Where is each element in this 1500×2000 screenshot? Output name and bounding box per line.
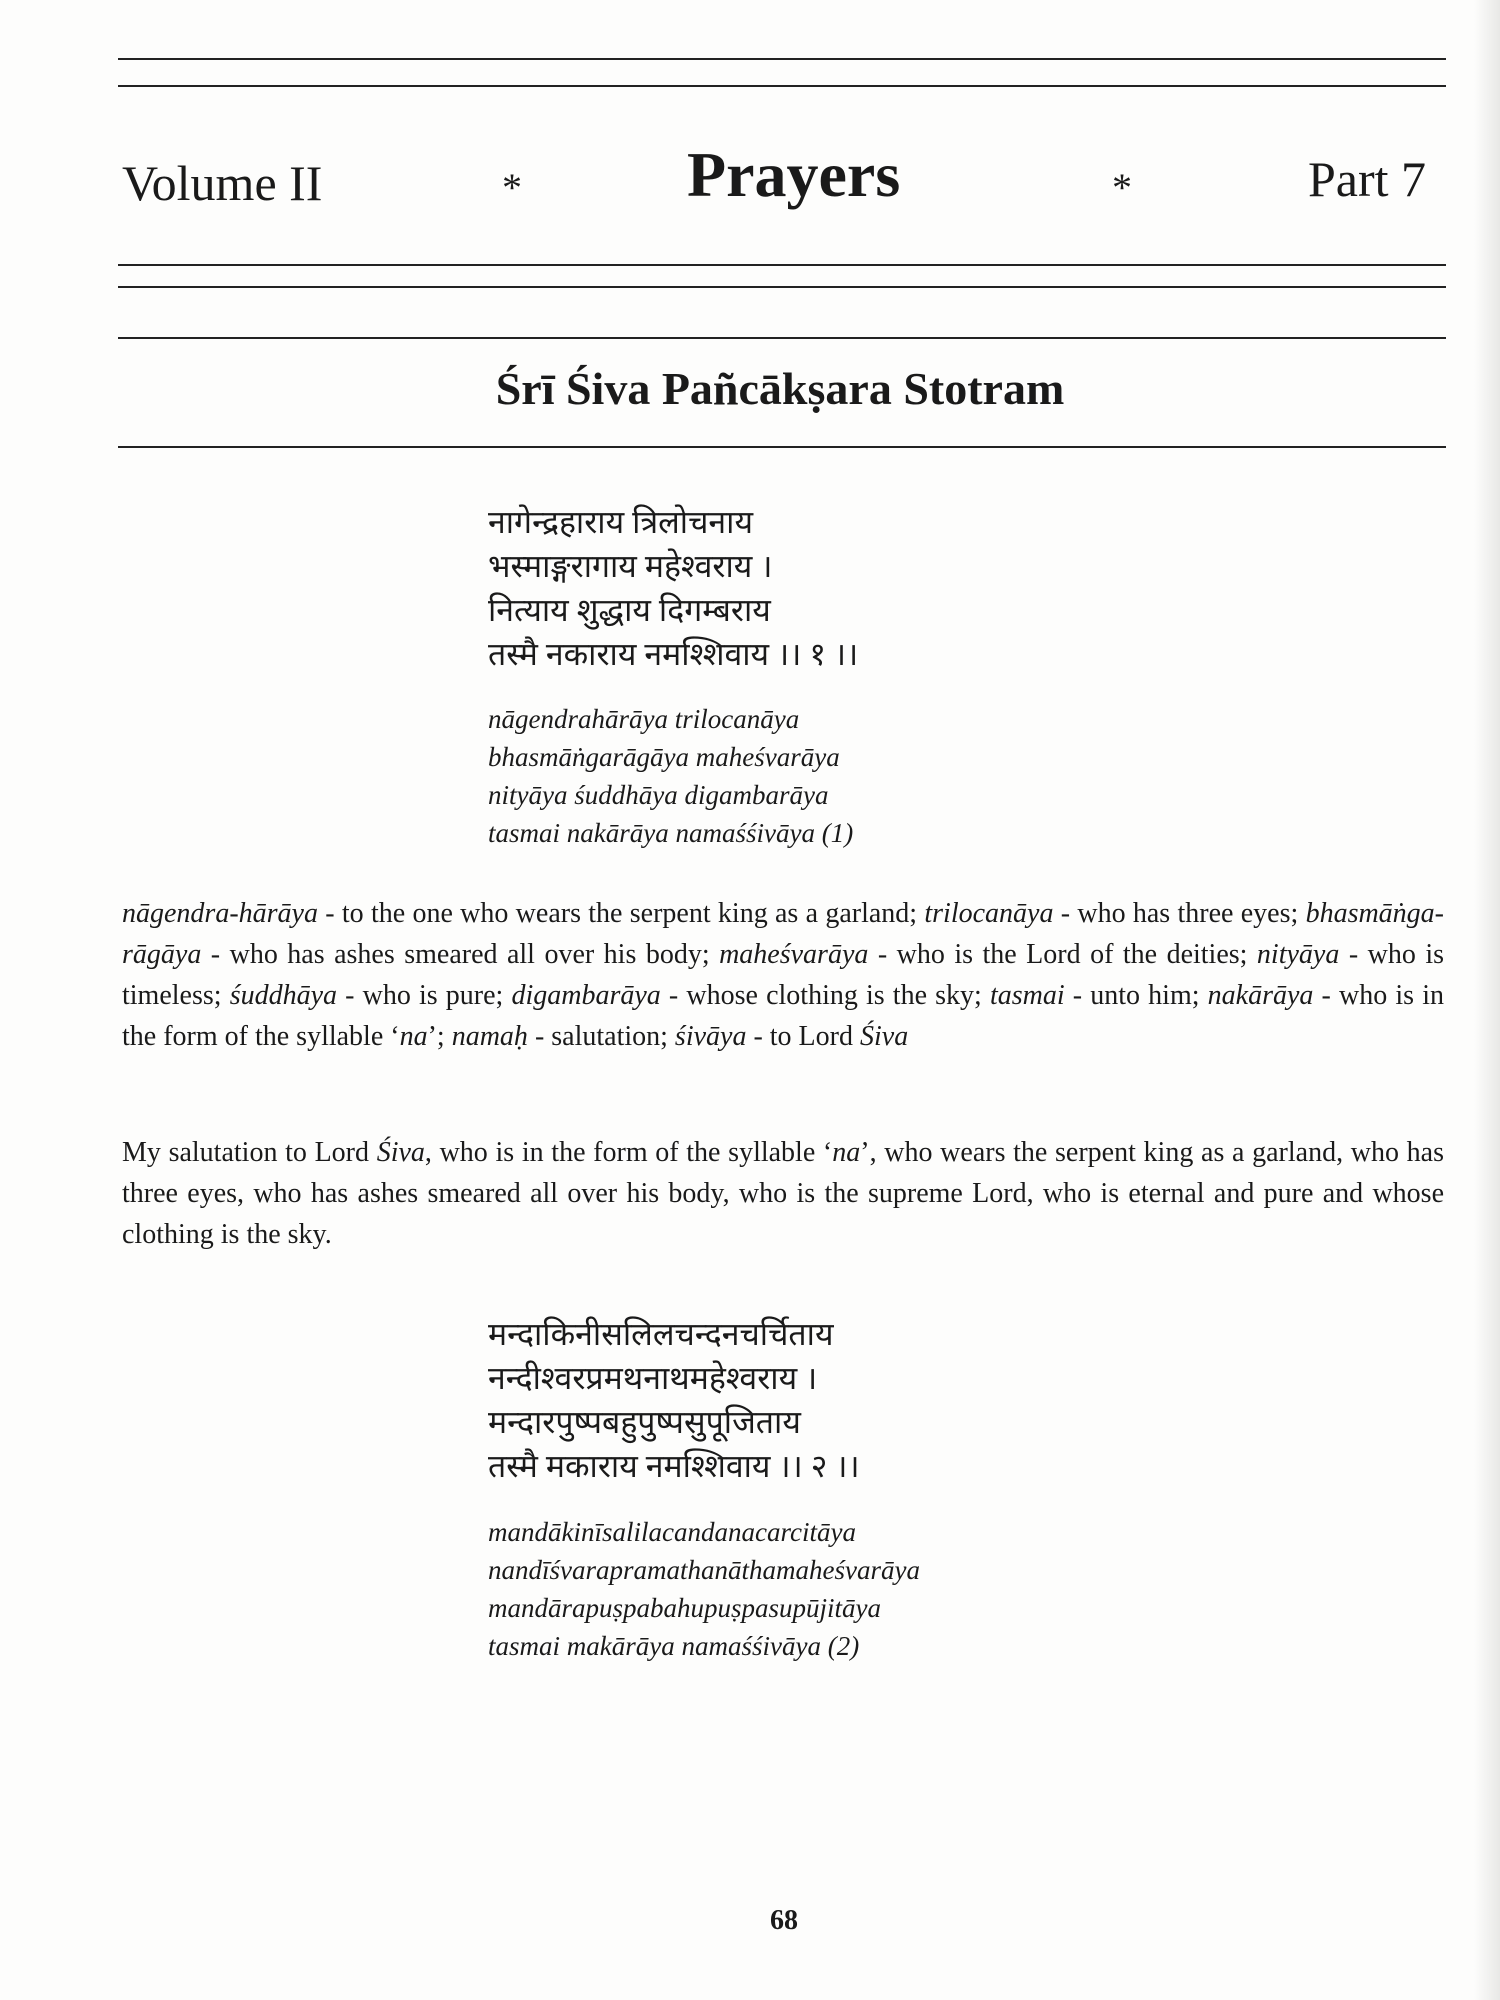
translation-deity: Śiva (376, 1137, 425, 1168)
header-separator-left: * (502, 165, 522, 210)
meaning: - to Lord (746, 1021, 860, 1052)
term: nāgendra-hārāya (122, 898, 318, 929)
verse-line: तस्मै नकाराय नमश्शिवाय ।। १ ।। (488, 636, 859, 672)
verse-1-translation (122, 1132, 1444, 1255)
transliteration-line: nandīśvarapramathanāthamaheśvarāya (488, 1555, 920, 1585)
title-rule-bottom (118, 446, 1446, 448)
term: tasmai (989, 980, 1065, 1011)
term: śivāya (674, 1021, 747, 1052)
header-title: Prayers (687, 139, 901, 210)
volume-label: Volume II (122, 155, 323, 211)
header-rule-bottom-2 (118, 286, 1446, 288)
title-rule-top (118, 337, 1446, 339)
meaning: - to the one who wears the serpent king as a garland; (317, 898, 925, 929)
meaning: - who has ashes smeared all over his body; (201, 939, 720, 970)
verse-line: तस्मै मकाराय नमश्शिवाय ।। २ ।। (488, 1448, 860, 1484)
verse-1-transliteration (488, 700, 853, 852)
header-separator-right: * (1112, 165, 1132, 210)
term: trilocanāya (924, 898, 1054, 929)
verse-2-transliteration (488, 1513, 920, 1665)
term: maheśvarāya (719, 939, 869, 970)
header-rule-top (118, 58, 1446, 60)
transliteration-line: tasmai makārāya namaśśivāya (2) (488, 1631, 860, 1661)
term: na (399, 1021, 428, 1052)
term: Śiva (859, 1021, 909, 1052)
verse-line: मन्दारपुष्पबहुपुष्पसुपूजिताय (488, 1404, 801, 1440)
transliteration-line: bhasmāṅgarāgāya maheśvarāya (488, 742, 840, 772)
meaning: - who is timeless; (122, 939, 1444, 1011)
running-header (122, 138, 1452, 228)
term: śuddhāya (229, 980, 338, 1011)
translation-syllable: na (832, 1137, 861, 1168)
transliteration-line: nityāya śuddhāya digambarāya (488, 780, 829, 810)
verse-2-devanagari (488, 1312, 860, 1488)
meaning: - who has three eyes; (1053, 898, 1306, 929)
translation-text: My salutation to Lord (122, 1137, 377, 1168)
term: nakārāya (1207, 980, 1314, 1011)
part-label: Part 7 (1308, 151, 1427, 207)
term: nityāya (1256, 939, 1340, 970)
meaning: ’; (427, 1021, 452, 1052)
meaning: - who is the Lord of the deities; (868, 939, 1257, 970)
verse-line: नागेन्द्रहाराय त्रिलोचनाय (488, 504, 754, 540)
verse-1-word-meanings (122, 893, 1444, 1057)
translation-text: ’, who wears the serpent king as a garland, who has three eyes, who has ashes smeared all over his body, who is the supreme Lord, who is eternal and pure and whose clothing is the sky. (122, 1137, 1444, 1250)
header-rule-bottom (118, 264, 1446, 266)
verse-1-devanagari (488, 500, 858, 676)
meaning: - salutation; (527, 1021, 675, 1052)
verse-line: नित्याय शुद्धाय दिगम्बराय (488, 592, 771, 628)
term: digambarāya (511, 980, 661, 1011)
page-number: 68 (770, 1905, 798, 1936)
verse-line: मन्दाकिनीसलिलचन्दनचर्चिताय (488, 1316, 834, 1352)
term: bhasmāṅga-rāgāya (122, 898, 1445, 970)
translation-text: , who is in the form of the syllable ‘ (424, 1137, 833, 1168)
meaning: - whose clothing is the sky; (660, 980, 990, 1011)
transliteration-line: nāgendrahārāya trilocanāya (488, 704, 800, 734)
verse-line: नन्दीश्वरप्रमथनाथमहेश्वराय । (488, 1360, 818, 1396)
meaning: - who is pure; (337, 980, 512, 1011)
transliteration-line: tasmai nakārāya namaśśivāya (1) (488, 818, 854, 848)
meaning: - unto him; (1064, 980, 1208, 1011)
transliteration-line: mandārapuṣpabahupuṣpasupūjitāya (488, 1593, 882, 1623)
transliteration-line: mandākinīsalilacandanacarcitāya (488, 1517, 856, 1547)
stotram-title: Śrī Śiva Pañcākṣara Stotram (495, 363, 1065, 414)
meaning: - who is in the form of the syllable ‘ (122, 980, 1444, 1052)
page-edge-shadow (1474, 0, 1500, 2000)
term: namaḥ (451, 1021, 528, 1052)
verse-line: भस्माङ्गरागाय महेश्वराय । (488, 548, 773, 584)
header-rule-top-2 (118, 85, 1446, 87)
